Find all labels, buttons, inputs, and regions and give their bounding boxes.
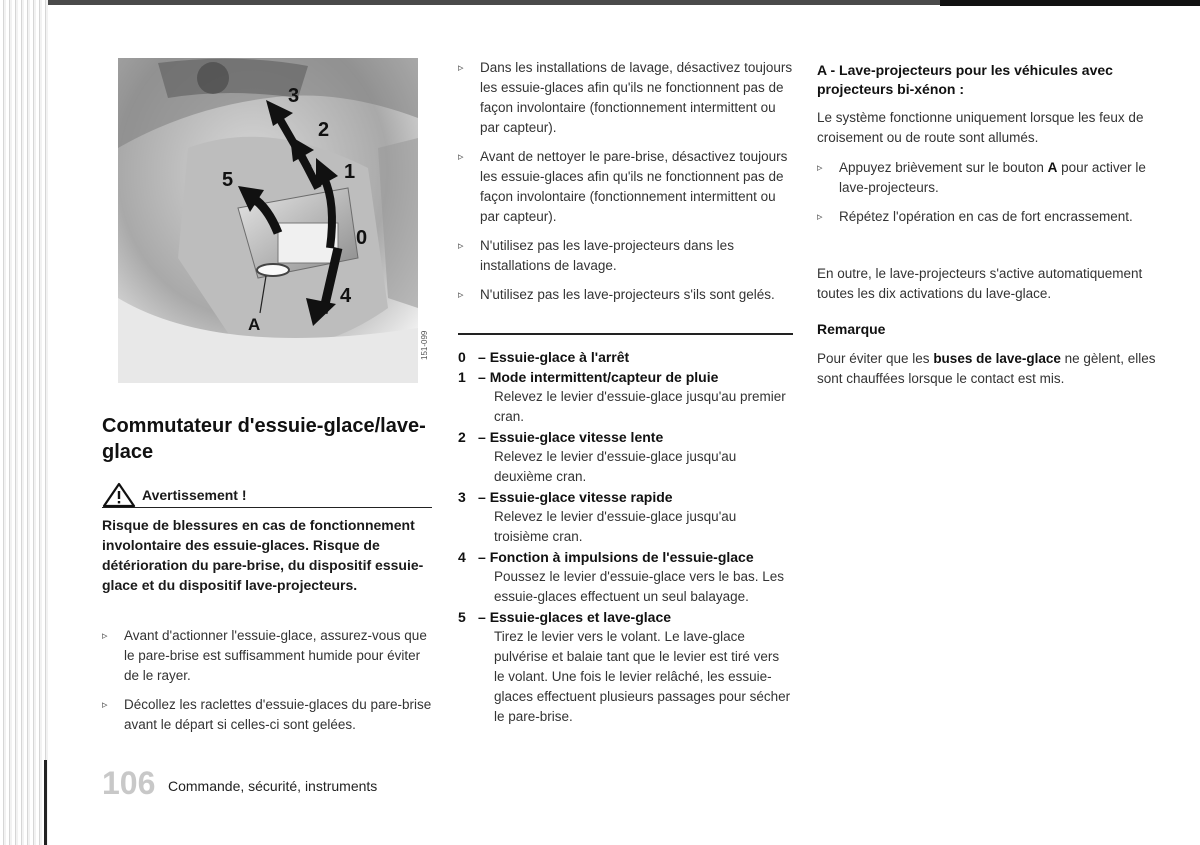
figure-label-2: 2: [318, 119, 330, 141]
position-item-5: 5 – Essuie-glaces et lave-glace Tirez le levier vers le volant. Le lave-glace pulvérise et balaie tant que le levier est tiré vers le volant. Une fois le levier relâché, les essuie-glaces effectuent plusieurs passages pour sécher le pare-brise.: [458, 607, 793, 727]
remark-after: ne gèlent, elles sont chauffées lorsque le contact est mis.: [817, 351, 1156, 386]
position-number: 0: [458, 349, 466, 365]
position-title: Essuie-glaces et lave-glace: [489, 609, 672, 625]
position-number: 2: [458, 429, 466, 445]
figure-code: 151-099: [420, 330, 429, 360]
position-title: Essuie-glace à l'arrêt: [489, 349, 630, 365]
warning-header: [102, 482, 432, 508]
position-number: 1: [458, 369, 466, 385]
list-item: ▹ N'utilisez pas les lave-projecteurs dans les installations de lavage.: [458, 236, 793, 276]
col2-bullets: [458, 58, 793, 314]
figure-label-0: 0: [356, 227, 368, 249]
remark-title: Remarque: [817, 321, 886, 337]
warning-bullets: [102, 626, 437, 744]
headlight-washer-title: A - Lave-projecteurs pour les véhicules avec projecteurs bi-xénon :: [817, 62, 1113, 97]
list-item: ▹ Répétez l'opération en cas de fort encrassement.: [817, 207, 1157, 227]
figure-label-5: 5: [222, 169, 234, 191]
wiper-lever-figure: [118, 58, 418, 383]
list-item: ▹ Avant d'actionner l'essuie-glace, assurez-vous que le pare-brise est suffisamment humide pour éviter de le rayer.: [102, 626, 437, 686]
step1-after: pour activer le lave-projecteurs.: [839, 160, 1146, 195]
headlight-washer-intro: Le système fonctionne uniquement lorsque les feux de croisement ou de route sont allumés.: [817, 110, 1144, 145]
warning-body: Risque de blessures en cas de fonctionnement involontaire des essuie-glaces. Risque de détérioration du pare-brise, du dispositif essuie-glace et du dispositif lave-projecteurs.: [102, 517, 424, 593]
divider: [458, 333, 793, 335]
position-title: Mode intermittent/capteur de pluie: [489, 369, 719, 385]
position-title: Essuie-glace vitesse lente: [489, 429, 664, 445]
lever-positions-list: [458, 347, 793, 727]
position-item-0: 0 – Essuie-glace à l'arrêt: [458, 349, 630, 365]
position-item-3: 3 – Essuie-glace vitesse rapide Relevez le levier d'essuie-glace jusqu'au troisième cran.: [458, 487, 793, 547]
page-top-edge-dark: [940, 0, 1200, 6]
list-item: ▹ Décollez les raclettes d'essuie-glaces du pare-brise avant le départ si celles-ci sont gelées.: [102, 695, 437, 735]
list-item: ▹ N'utilisez pas les lave-projecteurs s'ils sont gelés.: [458, 285, 793, 305]
position-text: Tirez le levier vers le volant. Le lave-glace pulvérise et balaie tant que le levier est tiré vers le volant. Une fois le levier relâché, les essuie-glaces effectuent plusieurs passages pour sécher le pare-brise.: [494, 629, 791, 724]
page-binding-edge: [0, 0, 48, 845]
button-a-reference: A: [1047, 160, 1058, 175]
position-title: Essuie-glace vitesse rapide: [489, 489, 673, 505]
remark-before: Pour éviter que les: [817, 351, 934, 366]
warning-label: Avertissement !: [142, 487, 247, 503]
footer-section-title: Commande, sécurité, instruments: [168, 778, 378, 794]
step1-before: Appuyez brièvement sur le bouton: [839, 160, 1048, 175]
headlight-washer-auto: En outre, le lave-projecteurs s'active automatiquement toutes les dix activations du lave-glace.: [817, 266, 1143, 301]
remark-text: [817, 349, 1157, 389]
figure-label-4: 4: [340, 285, 352, 307]
page-number: 106: [102, 765, 156, 801]
headlight-washer-steps: [817, 158, 1157, 236]
position-text: Relevez le levier d'essuie-glace jusqu'au premier cran.: [494, 389, 786, 424]
position-number: 5: [458, 609, 466, 625]
list-item: [817, 158, 1157, 198]
position-text: Poussez le levier d'essuie-glace vers le bas. Les essuie-glaces effectuent un seul balayage.: [494, 569, 784, 604]
position-item-1: 1 – Mode intermittent/capteur de pluie Relevez le levier d'essuie-glace jusqu'au premier cran.: [458, 367, 793, 427]
position-number: 4: [458, 549, 466, 565]
section-title: Commutateur d'essuie-glace/lave-glace: [102, 415, 426, 463]
position-item-2: 2 – Essuie-glace vitesse lente Relevez le levier d'essuie-glace jusqu'au deuxième cran.: [458, 427, 793, 487]
remark-bold: buses de lave-glace: [933, 351, 1061, 366]
position-number: 3: [458, 489, 466, 505]
list-item: ▹ Dans les installations de lavage, désactivez toujours les essuie-glaces afin qu'ils ne fonctionnent pas de façon involontaire (fonctionnement intermittent ou par capteur).: [458, 58, 793, 138]
position-title: Fonction à impulsions de l'essuie-glace: [489, 549, 754, 565]
list-item: ▹ Avant de nettoyer le pare-brise, désactivez toujours les essuie-glaces afin qu'ils ne fonctionnent pas de façon involontaire (fonctionnement intermittent ou par capteur).: [458, 147, 793, 227]
figure-label-1: 1: [344, 161, 356, 183]
figure-label-a: A: [248, 315, 261, 334]
position-text: Relevez le levier d'essuie-glace jusqu'au deuxième cran.: [494, 449, 737, 484]
position-text: Relevez le levier d'essuie-glace jusqu'au troisième cran.: [494, 509, 737, 544]
page-binding-shadow: [44, 760, 47, 845]
figure-label-3: 3: [288, 85, 300, 107]
warning-triangle-icon: [102, 482, 136, 508]
position-item-4: 4 – Fonction à impulsions de l'essuie-glace Poussez le levier d'essuie-glace vers le bas. Les essuie-glaces effectuent un seul balayage.: [458, 547, 793, 607]
